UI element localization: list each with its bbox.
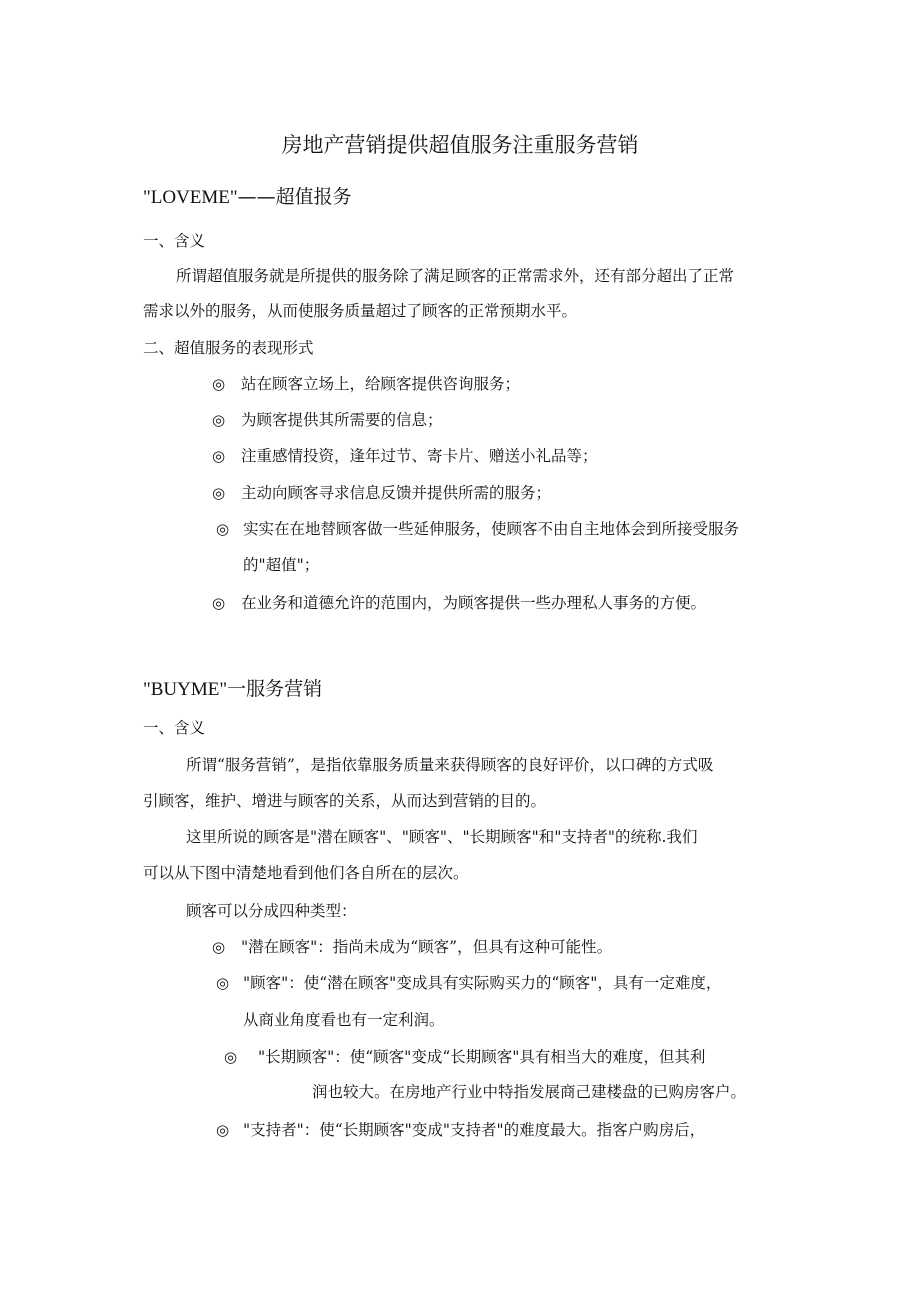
paragraph-line: 需求以外的服务，从而使服务质量超过了顾客的正常预期水平。 bbox=[143, 302, 578, 320]
paragraph-line: 所谓“服务营销”，是指依靠服务质量来获得顾客的良好评价，以口碑的方式吸 bbox=[186, 756, 714, 774]
bullet-icon: ◎ bbox=[212, 594, 226, 612]
list-item-continuation: 的"超值"； bbox=[243, 556, 320, 574]
customer-type-item: "顾客"：使“潜在顾客"变成具有实际购买力的“顾客"，具有一定难度， bbox=[243, 974, 722, 992]
paragraph-line: 顾客可以分成四种类型： bbox=[186, 902, 357, 920]
paragraph-line: 引顾客，维护、增进与顾客的关系，从而达到营销的目的。 bbox=[143, 792, 547, 810]
subheading-meaning: 一、含义 bbox=[143, 719, 206, 737]
customer-type-item: "潜在顾客"：指尚未成为“顾客”，但具有这种可能性。 bbox=[241, 938, 613, 956]
list-item: 在业务和道德允许的范围内，为顾客提供一些办理私人事务的方便。 bbox=[241, 594, 707, 612]
heading-cjk: ——超值报务 bbox=[237, 186, 352, 208]
page-title: 房地产营销提供超值服务注重服务营销 bbox=[281, 133, 639, 157]
section-heading-buyme bbox=[143, 677, 322, 702]
list-item: 主动向顾客寻求信息反馈并提供所需的服务； bbox=[241, 484, 552, 502]
paragraph-line: 所谓超值服务就是所提供的服务除了满足顾客的正常需求外，还有部分超出了正常 bbox=[176, 267, 735, 285]
bullet-icon: ◎ bbox=[216, 1121, 230, 1139]
list-item: 实实在在地替顾客做一些延伸服务，使顾客不由自主地体会到所接受服务 bbox=[243, 520, 740, 538]
heading-cjk: 一服务营销 bbox=[227, 678, 323, 700]
bullet-icon: ◎ bbox=[216, 520, 230, 538]
bullet-icon: ◎ bbox=[212, 938, 226, 956]
bullet-icon: ◎ bbox=[212, 375, 226, 393]
list-item: 注重感情投资，逢年过节、寄卡片、赠送小礼品等； bbox=[241, 447, 598, 465]
customer-type-item: "长期顾客"：使“顾客"变成“长期顾客"具有相当大的难度，但其利 bbox=[258, 1048, 706, 1066]
bullet-icon: ◎ bbox=[216, 974, 230, 992]
customer-type-continuation: 从商业角度看也有一定利润。 bbox=[243, 1011, 445, 1029]
heading-latin: "BUYME" bbox=[143, 679, 228, 700]
bullet-icon: ◎ bbox=[212, 447, 226, 465]
list-item: 站在顾客立场上，给顾客提供咨询服务； bbox=[241, 375, 521, 393]
customer-type-continuation: 润也较大。在房地产行业中特指发展商己建楼盘的已购房客户。 bbox=[312, 1083, 747, 1101]
heading-latin: "LOVEME" bbox=[143, 187, 238, 208]
section-heading-loveme bbox=[143, 185, 352, 210]
bullet-icon: ◎ bbox=[212, 411, 226, 429]
subheading-forms: 二、超值服务的表现形式 bbox=[143, 339, 314, 357]
customer-type-item: "支持者"：使“长期顾客"变成"支持者"的难度最大。指客户购房后， bbox=[243, 1121, 706, 1139]
paragraph-line: 可以从下图中清楚地看到他们各自所在的层次。 bbox=[143, 864, 469, 882]
bullet-icon: ◎ bbox=[212, 484, 226, 502]
list-item: 为顾客提供其所需要的信息； bbox=[241, 411, 443, 429]
bullet-icon: ◎ bbox=[224, 1048, 238, 1066]
paragraph-line: 这里所说的顾客是"潜在顾客"、"顾客"、"长期顾客"和"支持者"的统称.我们 bbox=[186, 828, 698, 846]
subheading-meaning: 一、含义 bbox=[143, 232, 206, 250]
